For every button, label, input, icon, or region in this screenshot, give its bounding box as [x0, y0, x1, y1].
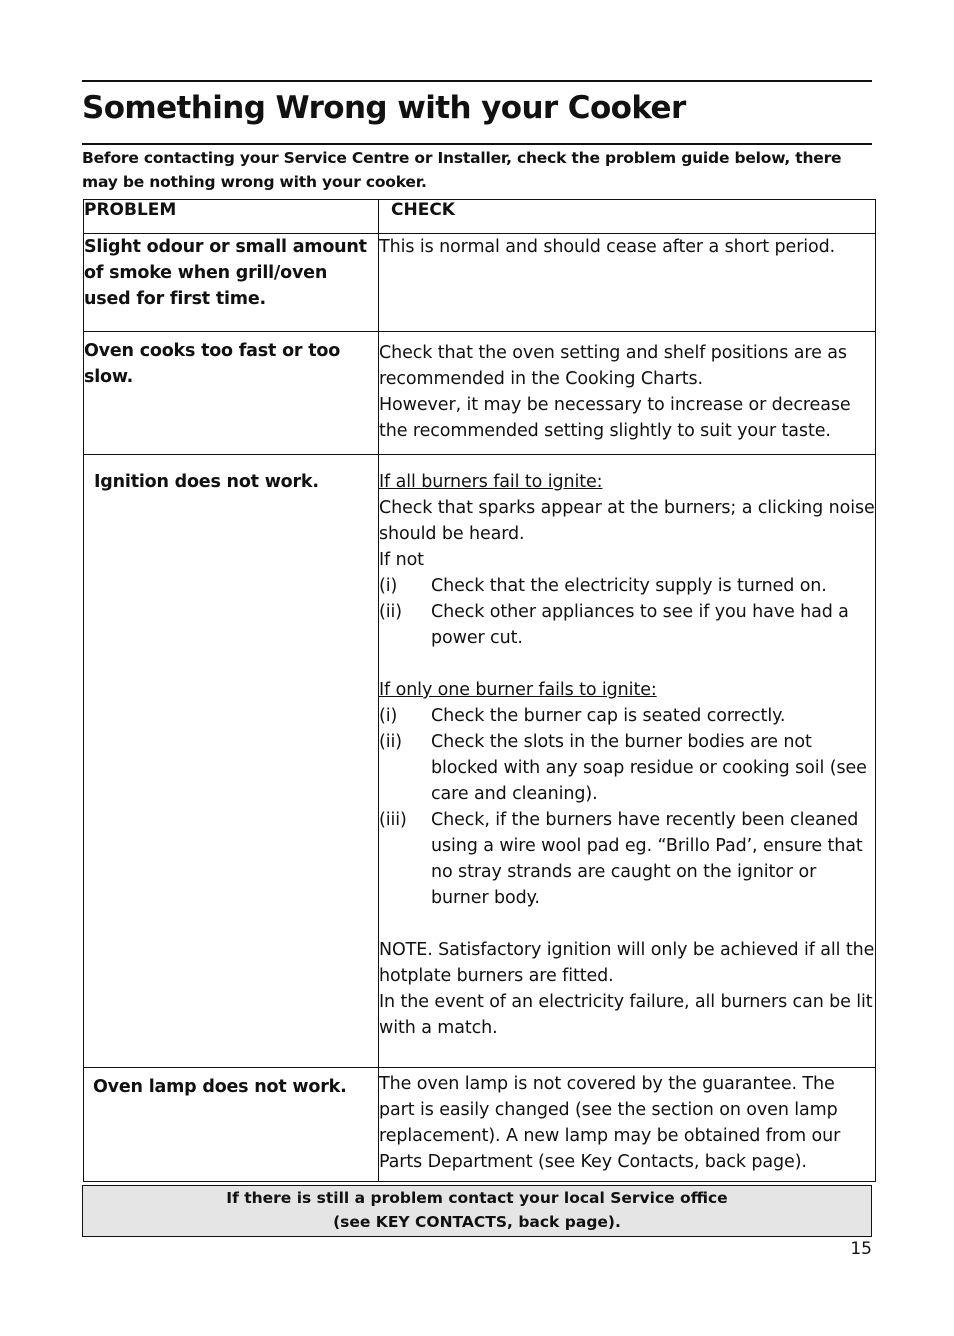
list-item — [379, 807, 875, 911]
list-number: (iii) — [379, 810, 407, 830]
list-number: (i) — [379, 706, 398, 726]
header-check: CHECK — [379, 200, 876, 234]
check-text: Check that sparks appear at the burners; a clicking noise should be heard. — [379, 498, 875, 544]
list-number: (ii) — [379, 602, 402, 622]
check-cell — [379, 455, 876, 1068]
problem-cell: Ignition does not work. — [84, 455, 379, 1068]
page-number: 15 — [850, 1239, 872, 1259]
check-cell — [379, 234, 876, 332]
problem-guide-table — [83, 199, 876, 1182]
check-text: However, it may be necessary to increase or decrease the recommended setting slightly to suit your taste. — [379, 395, 851, 441]
problem-cell: Slight odour or small amount of smoke when grill/oven used for first time. — [84, 234, 379, 332]
note-text: In the event of an electricity failure, all burners can be lit with a match. — [379, 992, 873, 1038]
contact-notice-line: If there is still a problem contact your local Service office — [226, 1189, 728, 1207]
list-item — [379, 729, 875, 807]
check-text: Check that the oven setting and shelf positions are as recommended in the Cooking Charts. — [379, 343, 847, 389]
check-text: If not — [379, 550, 424, 570]
title-rule — [82, 143, 872, 145]
section-heading: If all burners fail to ignite: — [379, 472, 603, 492]
list-item — [379, 703, 875, 729]
check-cell — [379, 332, 876, 455]
contact-notice — [82, 1185, 872, 1237]
check-cell — [379, 1068, 876, 1182]
problem-cell: Oven cooks too fast or too slow. — [84, 332, 379, 455]
check-text: This is normal and should cease after a short period. — [379, 237, 836, 257]
section-heading: If only one burner fails to ignite: — [379, 680, 657, 700]
intro-text: Before contacting your Service Centre or Installer, check the problem guide below, there may be nothing wrong with your cooker. — [82, 149, 842, 191]
check-text: The oven lamp is not covered by the guarantee. The part is easily changed (see the section on oven lamp replacement). A new lamp may be obtained from our Parts Department (see Key Contacts, back page). — [379, 1074, 841, 1172]
list-text: Check the burner cap is seated correctly. — [431, 706, 786, 726]
list-item — [379, 599, 875, 651]
list-text: Check the slots in the burner bodies are not blocked with any soap residue or cooking soil (see care and cleaning). — [431, 732, 867, 804]
problem-cell: Oven lamp does not work. — [84, 1068, 379, 1182]
table-row — [84, 234, 876, 332]
header-problem: PROBLEM — [84, 200, 379, 234]
list-number: (i) — [379, 576, 398, 596]
list-item — [379, 573, 875, 599]
table-row — [84, 455, 876, 1068]
list-text: Check, if the burners have recently been cleaned using a wire wool pad eg. “Brillo Pad’, ensure that no stray strands are caught on the ignitor or burner body. — [431, 810, 863, 908]
table-row — [84, 1068, 876, 1182]
list-number: (ii) — [379, 732, 402, 752]
list-text: Check other appliances to see if you have had a power cut. — [431, 602, 849, 648]
table-row — [84, 332, 876, 455]
list-text: Check that the electricity supply is turned on. — [431, 576, 827, 596]
top-rule — [82, 80, 872, 82]
contact-notice-line: (see KEY CONTACTS, back page). — [333, 1213, 621, 1231]
table-header-row — [84, 200, 876, 234]
page-title: Something Wrong with your Cooker — [82, 90, 686, 126]
note-text: NOTE. Satisfactory ignition will only be achieved if all the hotplate burners are fitted. — [379, 940, 875, 986]
